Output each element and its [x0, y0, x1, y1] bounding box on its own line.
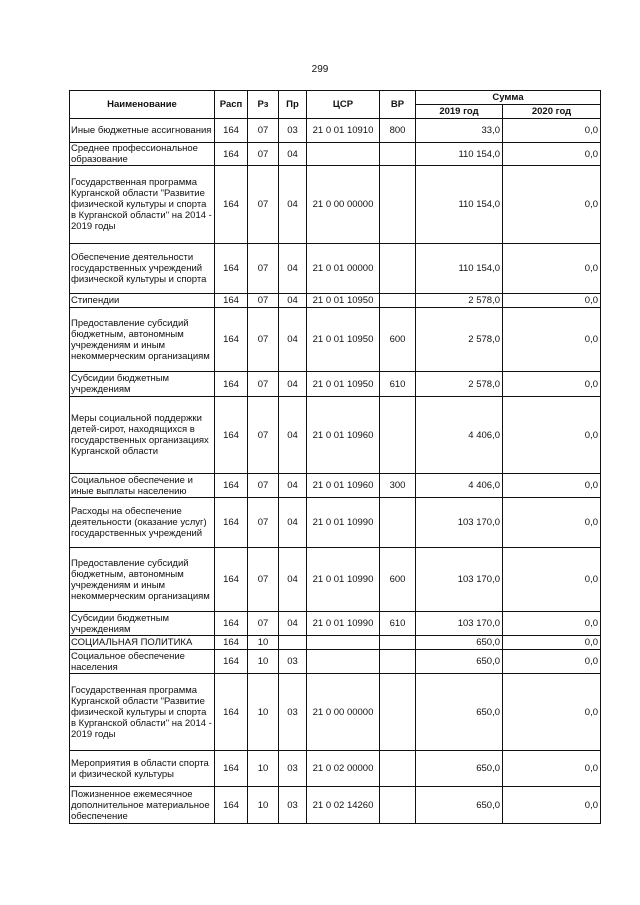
cell-rasp: 164: [215, 548, 248, 612]
table-row: [70, 612, 601, 636]
cell-vr: 610: [380, 612, 416, 636]
cell-2020: 0,0: [503, 650, 601, 674]
header-rz: Рз: [248, 91, 279, 119]
cell-2019: 650,0: [416, 787, 503, 824]
cell-vr: 610: [380, 372, 416, 397]
cell-name: Социальное обеспечение и иные выплаты населению: [70, 474, 215, 498]
cell-2019: 4 406,0: [416, 474, 503, 498]
cell-name: Иные бюджетные ассигнования: [70, 119, 215, 143]
cell-rz: 07: [248, 372, 279, 397]
header-row: [70, 91, 601, 105]
cell-name: Предоставление субсидий бюджетным, автономным учреждениям и иным некоммерческим организациям: [70, 548, 215, 612]
cell-csr: 21 0 01 10990: [307, 548, 380, 612]
cell-csr: [307, 636, 380, 650]
table-row: [70, 244, 601, 294]
page-number: 299: [311, 64, 329, 75]
cell-2020: 0,0: [503, 612, 601, 636]
cell-vr: 600: [380, 308, 416, 372]
cell-rz: 07: [248, 474, 279, 498]
table-row: [70, 372, 601, 397]
cell-csr: 21 0 01 00000: [307, 244, 380, 294]
cell-2019: 4 406,0: [416, 397, 503, 474]
header-rasp: Расп: [215, 91, 248, 119]
cell-pr: 04: [279, 372, 307, 397]
cell-rasp: 164: [215, 787, 248, 824]
cell-csr: [307, 650, 380, 674]
cell-vr: [380, 636, 416, 650]
cell-2019: 650,0: [416, 650, 503, 674]
cell-rz: 07: [248, 548, 279, 612]
budget-table: [69, 90, 601, 824]
cell-name: Социальное обеспечение населения: [70, 650, 215, 674]
cell-pr: 03: [279, 119, 307, 143]
cell-2020: 0,0: [503, 294, 601, 308]
table-row: [70, 308, 601, 372]
cell-rz: 07: [248, 244, 279, 294]
cell-rz: 07: [248, 397, 279, 474]
cell-vr: [380, 143, 416, 166]
header-csr: ЦСР: [307, 91, 380, 119]
cell-vr: [380, 397, 416, 474]
cell-2019: 103 170,0: [416, 548, 503, 612]
cell-rasp: 164: [215, 166, 248, 244]
cell-name: Субсидии бюджетным учреждениям: [70, 612, 215, 636]
cell-pr: 04: [279, 474, 307, 498]
table-row: [70, 751, 601, 787]
cell-csr: 21 0 01 10990: [307, 498, 380, 548]
cell-pr: 03: [279, 650, 307, 674]
cell-2020: 0,0: [503, 119, 601, 143]
cell-pr: 04: [279, 294, 307, 308]
cell-name: Государственная программа Курганской области "Развитие физической культуры и спорта в Курганской области" на 2014 - 2019 годы: [70, 166, 215, 244]
cell-csr: 21 0 00 00000: [307, 674, 380, 751]
cell-pr: 04: [279, 498, 307, 548]
cell-rasp: 164: [215, 474, 248, 498]
cell-rz: 10: [248, 650, 279, 674]
cell-rz: 07: [248, 143, 279, 166]
cell-vr: [380, 244, 416, 294]
cell-vr: [380, 294, 416, 308]
cell-name: Меры социальной поддержки детей-сирот, находящихся в государственных организациях Курганской области: [70, 397, 215, 474]
cell-name: Обеспечение деятельности государственных учреждений физической культуры и спорта: [70, 244, 215, 294]
cell-name: Расходы на обеспечение деятельности (оказание услуг) государственных учреждений: [70, 498, 215, 548]
table-row: [70, 787, 601, 824]
cell-rasp: 164: [215, 244, 248, 294]
cell-vr: 800: [380, 119, 416, 143]
cell-rz: 10: [248, 636, 279, 650]
cell-rasp: 164: [215, 498, 248, 548]
cell-pr: 04: [279, 143, 307, 166]
header-2019: 2019 год: [416, 105, 503, 119]
cell-2020: 0,0: [503, 548, 601, 612]
cell-name: Пожизненное ежемесячное дополнительное материальное обеспечение: [70, 787, 215, 824]
table-row: [70, 650, 601, 674]
cell-2020: 0,0: [503, 674, 601, 751]
cell-2020: 0,0: [503, 787, 601, 824]
cell-rasp: 164: [215, 294, 248, 308]
cell-pr: 03: [279, 787, 307, 824]
cell-2020: 0,0: [503, 751, 601, 787]
header-name: Наименование: [70, 91, 215, 119]
cell-2019: 103 170,0: [416, 612, 503, 636]
cell-name: СОЦИАЛЬНАЯ ПОЛИТИКА: [70, 636, 215, 650]
cell-rz: 07: [248, 119, 279, 143]
table-row: [70, 498, 601, 548]
cell-2019: 650,0: [416, 751, 503, 787]
table-row: [70, 674, 601, 751]
cell-vr: [380, 787, 416, 824]
header-sum: Сумма: [416, 91, 601, 105]
table-row: [70, 548, 601, 612]
table-row: [70, 166, 601, 244]
header-pr: Пр: [279, 91, 307, 119]
cell-csr: 21 0 01 10960: [307, 474, 380, 498]
cell-name: Мероприятия в области спорта и физической культуры: [70, 751, 215, 787]
cell-2019: 2 578,0: [416, 308, 503, 372]
cell-2020: 0,0: [503, 397, 601, 474]
cell-pr: 04: [279, 612, 307, 636]
cell-rz: 07: [248, 308, 279, 372]
cell-pr: 04: [279, 397, 307, 474]
cell-csr: 21 0 00 00000: [307, 166, 380, 244]
cell-2019: 650,0: [416, 636, 503, 650]
cell-rasp: 164: [215, 143, 248, 166]
cell-2019: 650,0: [416, 674, 503, 751]
header-2020: 2020 год: [503, 105, 601, 119]
cell-csr: 21 0 01 10960: [307, 397, 380, 474]
cell-2020: 0,0: [503, 308, 601, 372]
cell-vr: [380, 674, 416, 751]
table-row: [70, 474, 601, 498]
cell-2020: 0,0: [503, 636, 601, 650]
cell-rasp: 164: [215, 119, 248, 143]
cell-csr: 21 0 01 10950: [307, 372, 380, 397]
table-row: [70, 143, 601, 166]
cell-pr: 04: [279, 166, 307, 244]
cell-2019: 33,0: [416, 119, 503, 143]
table-row: [70, 636, 601, 650]
cell-rasp: 164: [215, 372, 248, 397]
cell-2020: 0,0: [503, 498, 601, 548]
cell-2019: 103 170,0: [416, 498, 503, 548]
cell-csr: 21 0 01 10910: [307, 119, 380, 143]
cell-pr: [279, 636, 307, 650]
table-row: [70, 397, 601, 474]
cell-2019: 110 154,0: [416, 166, 503, 244]
cell-name: Среднее профессиональное образование: [70, 143, 215, 166]
cell-rasp: 164: [215, 636, 248, 650]
cell-2020: 0,0: [503, 244, 601, 294]
cell-name: Стипендии: [70, 294, 215, 308]
cell-2019: 110 154,0: [416, 244, 503, 294]
cell-vr: 300: [380, 474, 416, 498]
cell-2019: 110 154,0: [416, 143, 503, 166]
cell-rasp: 164: [215, 308, 248, 372]
cell-rz: 07: [248, 294, 279, 308]
cell-pr: 04: [279, 548, 307, 612]
cell-csr: 21 0 02 14260: [307, 787, 380, 824]
cell-rz: 07: [248, 498, 279, 548]
cell-2020: 0,0: [503, 372, 601, 397]
table-row: [70, 119, 601, 143]
cell-rasp: 164: [215, 751, 248, 787]
cell-vr: [380, 498, 416, 548]
cell-rasp: 164: [215, 612, 248, 636]
cell-rasp: 164: [215, 674, 248, 751]
cell-2020: 0,0: [503, 143, 601, 166]
header-vr: ВР: [380, 91, 416, 119]
cell-rasp: 164: [215, 397, 248, 474]
cell-rz: 10: [248, 787, 279, 824]
table-row: [70, 294, 601, 308]
cell-name: Субсидии бюджетным учреждениям: [70, 372, 215, 397]
cell-vr: 600: [380, 548, 416, 612]
cell-rz: 07: [248, 166, 279, 244]
cell-csr: 21 0 01 10950: [307, 294, 380, 308]
cell-rasp: 164: [215, 650, 248, 674]
cell-csr: 21 0 02 00000: [307, 751, 380, 787]
cell-rz: 10: [248, 674, 279, 751]
cell-pr: 04: [279, 308, 307, 372]
cell-vr: [380, 650, 416, 674]
cell-2020: 0,0: [503, 474, 601, 498]
cell-csr: 21 0 01 10950: [307, 308, 380, 372]
cell-2019: 2 578,0: [416, 294, 503, 308]
cell-csr: [307, 143, 380, 166]
cell-pr: 03: [279, 674, 307, 751]
cell-pr: 03: [279, 751, 307, 787]
cell-pr: 04: [279, 244, 307, 294]
cell-rz: 07: [248, 612, 279, 636]
cell-rz: 10: [248, 751, 279, 787]
cell-vr: [380, 166, 416, 244]
cell-2020: 0,0: [503, 166, 601, 244]
cell-vr: [380, 751, 416, 787]
cell-csr: 21 0 01 10990: [307, 612, 380, 636]
cell-name: Предоставление субсидий бюджетным, автономным учреждениям и иным некоммерческим организациям: [70, 308, 215, 372]
cell-2019: 2 578,0: [416, 372, 503, 397]
cell-name: Государственная программа Курганской области "Развитие физической культуры и спорта в Курганской области" на 2014 - 2019 годы: [70, 674, 215, 751]
